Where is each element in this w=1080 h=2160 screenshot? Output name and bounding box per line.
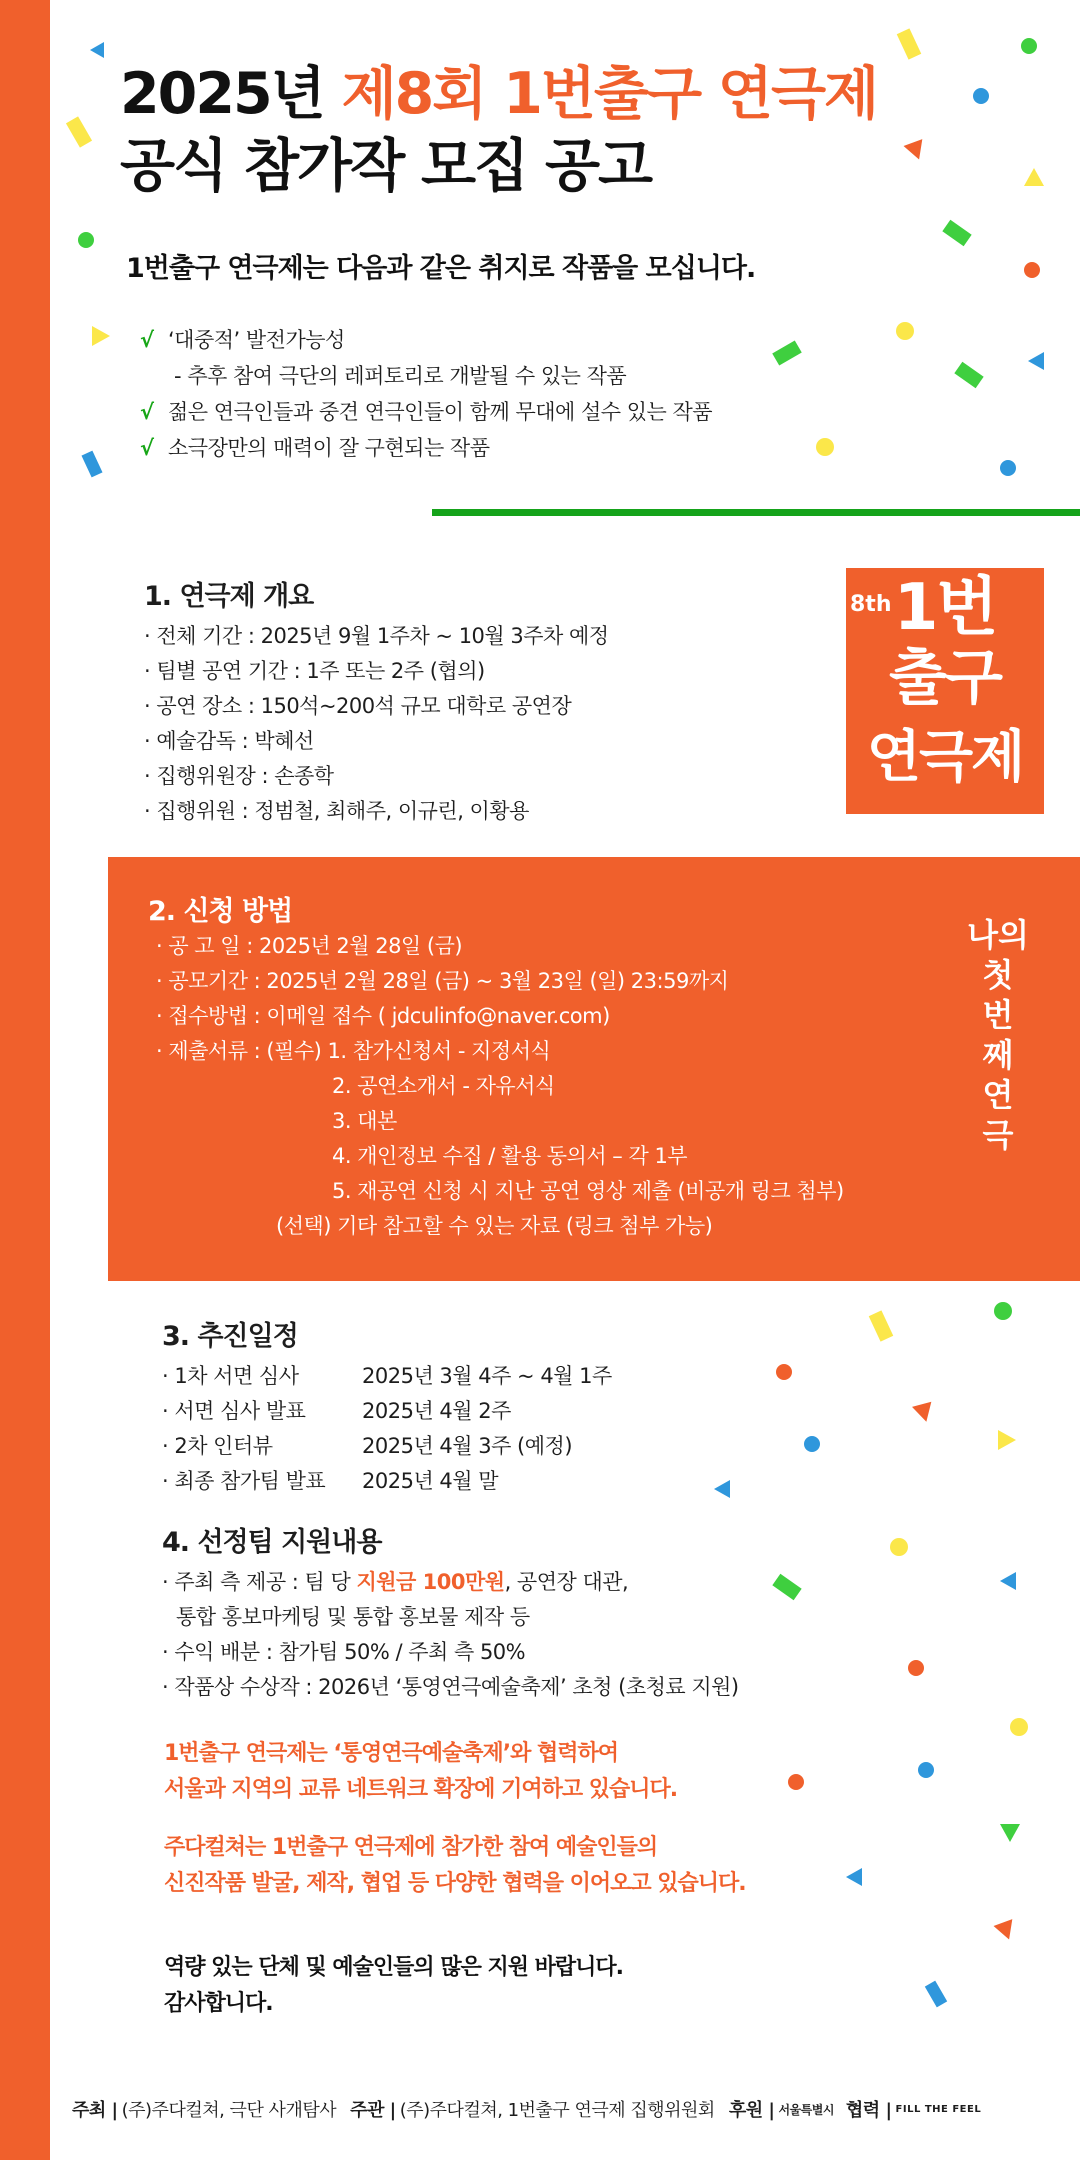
- list-item: · 수익 배분 : 참가팀 50% / 주최 측 50%: [162, 1640, 526, 1664]
- list-item: · 공 고 일 : 2025년 2월 28일 (금): [156, 934, 463, 958]
- vertical-slogan: 나의 첫 번 째 연 극: [967, 916, 1029, 1154]
- section-schedule: [162, 1314, 612, 1499]
- list-item: · 집행위원장 : 손종학: [144, 764, 334, 788]
- footer-credits: [72, 2096, 1072, 2122]
- fill-the-feel-logo: FILL THE FEEL: [895, 2103, 982, 2115]
- list-item: · 제출서류 : (필수) 1. 참가신청서 - 지정서식: [156, 1039, 551, 1063]
- page-title: [120, 58, 877, 202]
- closing-message: 역량 있는 단체 및 예술인들의 많은 지원 바랍니다. 감사합니다.: [164, 1955, 624, 2016]
- host-value: (주)주다컬쳐, 극단 사개탐사: [121, 2100, 337, 2121]
- schedule-row: · 최종 참가팀 발표 2025년 4월 말: [162, 1469, 499, 1493]
- section-heading: 4. 선정팀 지원내용: [162, 1527, 382, 1558]
- document-item: 5. 재공연 신청 시 지난 공연 영상 제출 (비공개 링크 첨부): [332, 1179, 844, 1203]
- partnership-note: 1번출구 연극제는 ‘통영연극예술축제’와 협력하여 서울과 지역의 교류 네트워크 확장에 기여하고 있습니다.: [164, 1741, 678, 1802]
- divider: [432, 509, 1080, 516]
- check-mark-icon: √: [140, 436, 154, 460]
- grant-highlight: 지원금 100만원: [356, 1570, 505, 1594]
- list-item: 통합 홍보마케팅 및 통합 홍보물 제작 등: [176, 1605, 530, 1629]
- list-item: · 접수방법 : 이메일 접수 ( jdculinfo@naver.com): [156, 1004, 610, 1028]
- check-item: √ 젊은 연극인들과 중견 연극인들이 함께 무대에 설수 있는 작품: [140, 394, 712, 430]
- collaboration-note: 주다컬쳐는 1번출구 연극제에 참가한 참여 예술인들의 신진작품 발굴, 제작, 협업 등 다양한 협력을 이어오고 있습니다.: [164, 1835, 746, 1896]
- section-heading: 2. 신청 방법: [148, 896, 293, 927]
- check-mark-icon: √: [140, 400, 154, 424]
- check-item: √ ‘대중적’ 발전가능성: [140, 322, 712, 358]
- optional-document: (선택) 기타 참고할 수 있는 자료 (링크 첨부 가능): [276, 1214, 713, 1238]
- list-item: · 작품상 수상작 : 2026년 ‘통영연극예술축제’ 초청 (초청료 지원): [162, 1675, 739, 1699]
- section-heading: 3. 추진일정: [162, 1321, 298, 1352]
- check-sub-item: - 추후 참여 극단의 레퍼토리로 개발될 수 있는 작품: [174, 364, 627, 388]
- organizer-value: (주)주다컬쳐, 1번출구 연극제 집행위원회: [399, 2100, 715, 2121]
- document-item: 2. 공연소개서 - 자유서식: [332, 1074, 555, 1098]
- organizer-label: 주관 |: [350, 2100, 396, 2121]
- section-overview: [144, 574, 609, 829]
- title-accent: 제8회 1번출구 연극제: [341, 61, 878, 127]
- document-item: 4. 개인정보 수집 / 활용 동의서 – 각 1부: [332, 1144, 688, 1168]
- section-heading: 1. 연극제 개요: [144, 581, 314, 612]
- check-item: √ 소극장만의 매력이 잘 구현되는 작품: [140, 430, 712, 466]
- list-item: · 주최 측 제공 : 팀 당 지원금 100만원, 공연장 대관,: [162, 1570, 629, 1594]
- seoul-logo: 서울특별시: [778, 2102, 834, 2117]
- schedule-row: · 서면 심사 발표 2025년 4월 2주: [162, 1399, 511, 1423]
- schedule-row: · 1차 서면 심사 2025년 3월 4주 ~ 4월 1주: [162, 1364, 612, 1388]
- sponsor-label: 후원 |: [728, 2100, 775, 2121]
- section-support: [162, 1520, 739, 1705]
- document-item: 3. 대본: [332, 1109, 397, 1133]
- host-label: 주최 |: [72, 2100, 118, 2121]
- application-section: [108, 857, 1080, 1281]
- title-line2: 공식 참가작 모집 공고: [120, 133, 652, 199]
- list-item: · 팀별 공연 기간 : 1주 또는 2주 (협의): [144, 659, 485, 683]
- title-year: 2025년: [120, 61, 324, 127]
- check-mark-icon: √: [140, 328, 154, 352]
- list-item: · 예술감독 : 박혜선: [144, 729, 314, 753]
- list-item: · 집행위원 : 정범철, 최해주, 이규린, 이황용: [144, 799, 529, 823]
- list-item: · 공연 장소 : 150석~200석 규모 대학로 공연장: [144, 694, 572, 718]
- partner-label: 협력 |: [845, 2100, 892, 2121]
- list-item: · 공모기간 : 2025년 2월 28일 (금) ~ 3월 23일 (일) 23:59까지: [156, 969, 729, 993]
- festival-logo: 8th 1번 출구 연극제: [846, 568, 1044, 814]
- list-item: · 전체 기간 : 2025년 9월 1주차 ~ 10월 3주차 예정: [144, 624, 609, 648]
- purpose-checklist: [140, 322, 712, 466]
- intro-text: 1번출구 연극제는 다음과 같은 취지로 작품을 모십니다.: [126, 253, 756, 284]
- schedule-row: · 2차 인터뷰 2025년 4월 3주 (예정): [162, 1434, 573, 1458]
- left-accent-bar: [0, 0, 50, 2160]
